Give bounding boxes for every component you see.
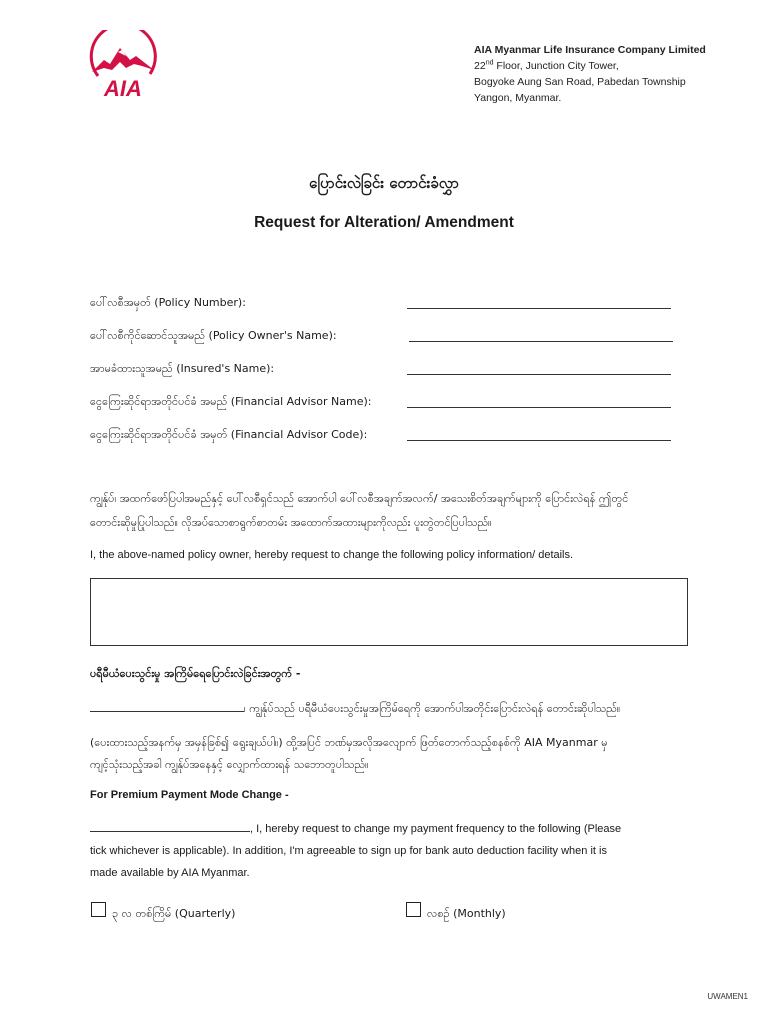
financial-advisor-code-input-line[interactable]: [407, 440, 671, 441]
insured-name-input-line[interactable]: [407, 374, 671, 375]
policy-owner-name-label: ပေါ်လစီကိုင်ဆောင်သူအမည် (Policy Owner's Name):: [90, 329, 337, 342]
form-title-myanmar: ပြောင်းလဲခြင်း တောင်းခံလွှာ: [309, 174, 459, 192]
premium-change-en-line2: tick whichever is applicable). In addition, I'm agreeable to sign up for bank auto deduction facility when it is: [90, 845, 607, 857]
aia-logo: [86, 30, 160, 100]
premium-change-mm-line2: (ပေးထားသည့်အနက်မှ အမှန်ခြစ်၍ ရွေးချယ်ပါ။) ထို့အပြင် ဘဏ်မှအလိုအလျောက် ဖြတ်တောက်သည့်စနစ်ကို AIA Myanmar မှ: [90, 736, 608, 749]
financial-advisor-code-label: ငွေကြေးဆိုင်ရာအတိုင်ပင်ခံ အမှတ် (Financial Advisor Code):: [90, 428, 368, 441]
quarterly-option-label: ၃ လ တစ်ကြိမ် (Quarterly): [112, 907, 236, 920]
financial-advisor-name-input-line[interactable]: [407, 407, 671, 408]
insured-name-label: အာမခံထားသူအမည် (Insured's Name):: [90, 362, 275, 375]
name-blank-line-mm[interactable]: [90, 711, 244, 712]
premium-change-en-line3: made available by AIA Myanmar.: [90, 867, 250, 879]
policy-owner-name-input-line[interactable]: [409, 341, 673, 342]
request-text-mm-line2: တောင်းဆိုမှုပြုပါသည်။ လိုအပ်သောစာရွက်စာတမ်း အထောက်အထားများကိုလည်း ပူးတွဲတင်ပြပါသည်။: [90, 516, 492, 529]
premium-change-heading-mm: ပရီမီယံပေးသွင်းမှု အကြိမ်ရေပြောင်းလဲခြင်းအတွက် -: [90, 667, 301, 680]
address-floor: 22nd Floor, Junction City Tower,: [474, 59, 619, 72]
monthly-checkbox[interactable]: [406, 902, 421, 917]
financial-advisor-name-label: ငွေကြေးဆိုင်ရာအတိုင်ပင်ခံ အမည် (Financial Advisor Name):: [90, 395, 372, 408]
alteration-details-box[interactable]: [90, 578, 688, 646]
monthly-option-label: လစဥ် (Monthly): [427, 907, 506, 920]
address-line2: Bogyoke Aung San Road, Pabedan Township: [474, 76, 686, 88]
premium-change-en-line1: , I, hereby request to change my payment frequency to the following (Please: [90, 818, 621, 840]
request-text-mm-line1: ကျွန်ုပ်၊ အထက်ဖော်ပြပါအမည်နှင့် ပေါ်လစီရှင်သည် အောက်ပါ ပေါ်လစီအချက်အလက်/ အသေးစိတ်အချက်များကို ပြောင်းလဲရန် ဤတွင်: [90, 492, 629, 505]
aia-logo-icon: [86, 30, 160, 100]
policy-number-input-line[interactable]: [407, 308, 671, 309]
premium-change-heading-en: For Premium Payment Mode Change -: [90, 789, 289, 801]
company-address: [474, 42, 706, 106]
form-title-english: Request for Alteration/ Amendment: [254, 214, 514, 231]
form-code: UWAMEN1: [707, 992, 748, 1001]
company-name: AIA Myanmar Life Insurance Company Limited: [474, 44, 706, 56]
request-text-en: I, the above-named policy owner, hereby request to change the following policy information/ details.: [90, 549, 574, 561]
premium-change-mm-line1: ၊ ကျွန်ုပ်သည် ပရီမီယံပေးသွင်းမှုအကြိမ်ရေကို အောက်ပါအတိုင်းပြောင်းလဲရန် တောင်းဆိုပါသည်။: [90, 698, 620, 720]
svg-text:AIA: AIA: [104, 76, 142, 100]
policy-number-label: ပေါ်လစီအမှတ် (Policy Number):: [90, 296, 246, 309]
address-line3: Yangon, Myanmar.: [474, 92, 562, 104]
quarterly-checkbox[interactable]: [91, 902, 106, 917]
name-blank-line-en[interactable]: [90, 831, 250, 832]
premium-change-mm-line3: ကျင့်သုံးသည့်အခါ ကျွန်ုပ်အနေနှင့် လျှောက်ထားရန် သဘောတူပါသည်။: [90, 758, 369, 771]
